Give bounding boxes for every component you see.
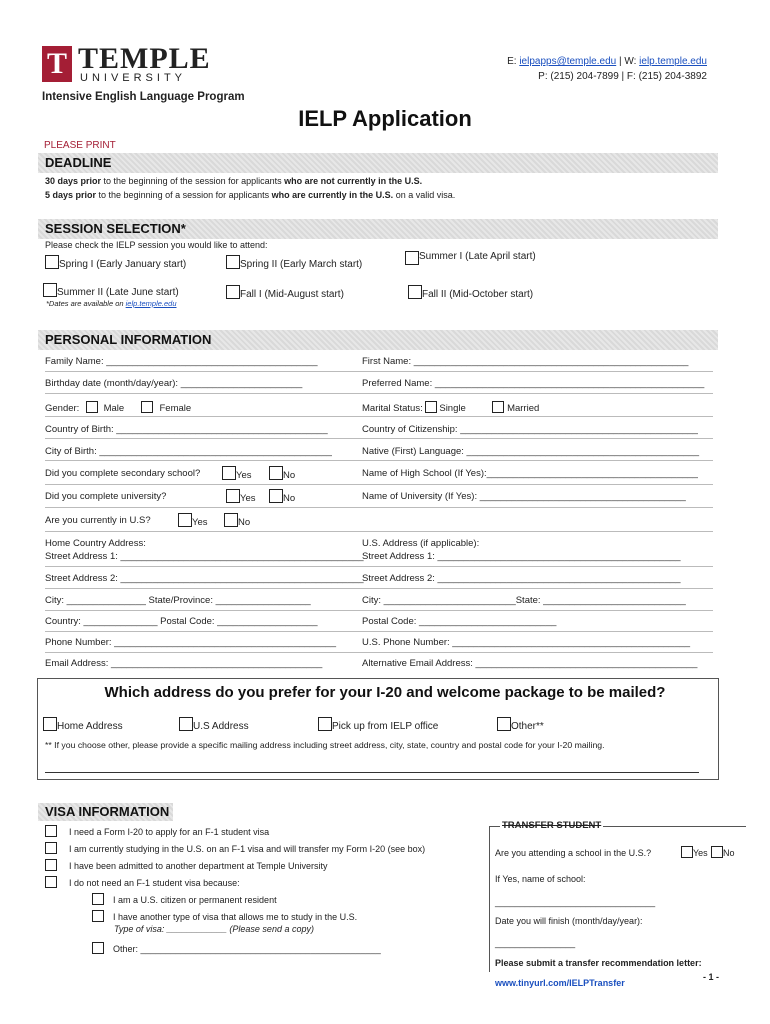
option-label: I am currently studying in the U.S. on an F-1 visa and will transfer my Form I-20 (see box) (69, 844, 426, 854)
checkbox[interactable] (269, 489, 283, 503)
transfer-heading: TRANSFER STUDENT (502, 820, 602, 831)
option-label: Summer II (Late June start) (57, 287, 179, 298)
visa-option-3[interactable] (45, 859, 327, 872)
deadline-bar (38, 153, 718, 173)
secondary-yes[interactable] (222, 466, 252, 481)
gender-male-checkbox[interactable] (86, 401, 98, 413)
gender-label: Gender: (45, 403, 80, 414)
option-label: Fall I (Mid-August start) (240, 289, 344, 300)
session-note (46, 299, 177, 308)
transfer-finish-label: Date you will finish (month/day/year): (495, 916, 643, 926)
please-print: PLEASE PRINT (44, 140, 116, 151)
mail-option-us[interactable] (179, 717, 249, 732)
secondary-no[interactable] (269, 466, 295, 481)
divider (45, 652, 713, 653)
visa-sub-1[interactable] (92, 893, 277, 906)
page-number: - 1 - (703, 972, 720, 982)
country-birth-field[interactable]: Country of Birth: ________________________________________ (45, 424, 328, 435)
no-label: No (283, 470, 296, 481)
personal-heading: PERSONAL INFORMATION (45, 332, 212, 347)
visa-option-4[interactable] (45, 876, 240, 889)
option-label: I have another type of visa that allows me to study in the U.S. (113, 912, 358, 922)
visa-type-field[interactable]: Type of visa: ____________ (Please send a copy) (114, 924, 314, 934)
checkbox[interactable] (497, 717, 511, 731)
street2-field[interactable]: Street Address 2: ______________________________________________ (45, 573, 364, 584)
divider (45, 610, 713, 611)
option-label: U.S Address (193, 721, 249, 732)
university-no[interactable] (269, 489, 295, 504)
marital-single-checkbox[interactable] (425, 401, 437, 413)
option-label: I am a U.S. citizen or permanent resident (113, 895, 277, 905)
mailing-note: ** If you choose other, please provide a specific mailing address including street address, city, state, country and postal code for your I-20 mailing. (45, 740, 605, 750)
visa-sub-3[interactable] (92, 942, 381, 955)
page-title: IELP Application (298, 106, 472, 131)
deadline-line2-c: who are currently in the U.S. (271, 190, 394, 200)
contact-email-link[interactable]: ielpapps@temple.edu (519, 56, 617, 67)
street1-field[interactable]: Street Address 1: ______________________________________________ (45, 551, 364, 562)
option-label: Home Address (57, 721, 123, 732)
checkbox[interactable] (92, 893, 104, 905)
no-label: No (723, 848, 735, 858)
no-label: No (238, 517, 251, 528)
marital-label: Marital Status: (362, 403, 423, 414)
in-us-question: Are you currently in U.S? (45, 515, 151, 526)
checkbox[interactable] (226, 255, 240, 269)
checkbox[interactable] (178, 513, 192, 527)
divider (45, 371, 713, 372)
option-label: I have been admitted to another department at Temple University (69, 861, 328, 871)
option-label: Summer I (Late April start) (419, 251, 536, 262)
mailing-question: Which address do you prefer for your I-20 and welcome package to be mailed? (104, 684, 666, 701)
option-label: I do not need an F-1 student visa because: (69, 878, 240, 888)
mail-option-home[interactable] (43, 717, 123, 732)
checkbox[interactable] (179, 717, 193, 731)
secondary-school-question: Did you complete secondary school? (45, 468, 201, 479)
checkbox[interactable] (45, 876, 57, 888)
session-heading: SESSION SELECTION* (45, 221, 186, 236)
divider (45, 507, 713, 508)
checkbox[interactable] (43, 283, 57, 297)
divider (45, 631, 713, 632)
checkbox[interactable] (226, 285, 240, 299)
temple-logo (42, 42, 242, 86)
divider (45, 460, 713, 461)
session-option-spring1[interactable] (45, 255, 186, 270)
home-address-label: Home Country Address: (45, 538, 146, 549)
transfer-school-label: If Yes, name of school: (495, 874, 586, 884)
option-label: Spring I (Early January start) (59, 259, 187, 270)
contact-web-prefix: | W: (616, 56, 640, 67)
mail-option-other[interactable] (497, 717, 544, 732)
session-option-fall1[interactable] (226, 285, 344, 300)
option-label: Pick up from IELP office (332, 721, 439, 732)
checkbox[interactable] (269, 466, 283, 480)
checkbox[interactable] (681, 846, 693, 858)
yes-label: Yes (693, 848, 708, 858)
divider (45, 588, 713, 589)
contact-phone: P: (215) 204-7899 | F: (215) 204-3892 (538, 71, 707, 82)
university-question: Did you complete university? (45, 491, 167, 502)
university-name-field[interactable]: Name of University (If Yes): _______________________________________ (362, 491, 686, 502)
in-us-yes[interactable] (178, 513, 208, 528)
marital-single-label: Single (439, 403, 466, 414)
divider (45, 393, 713, 394)
us-address-label: U.S. Address (if applicable): (362, 538, 480, 549)
mail-option-pickup[interactable] (318, 717, 438, 732)
logo-sub: UNIVERSITY (80, 72, 187, 84)
checkbox[interactable] (226, 489, 240, 503)
deadline-line1-b: to the beginning of the session for applicants (101, 176, 285, 186)
us-phone-field[interactable]: U.S. Phone Number: _____________________________________________ (362, 637, 691, 648)
transfer-school-field[interactable]: ________________________________ (495, 897, 656, 907)
visa-option-2[interactable] (45, 842, 425, 855)
divider (45, 438, 713, 439)
us-street1-field[interactable]: Street Address 1: ______________________________________________ (362, 551, 681, 562)
checkbox[interactable] (318, 717, 332, 731)
checkbox[interactable] (405, 251, 419, 265)
university-yes[interactable] (226, 489, 256, 504)
alt-email-field[interactable]: Alternative Email Address: __________________________________________ (362, 658, 698, 669)
phone-field[interactable]: Phone Number: __________________________________________ (45, 637, 337, 648)
yes-label: Yes (192, 517, 208, 528)
divider (45, 484, 713, 485)
marital-married-label: Married (507, 403, 540, 414)
contact-email-prefix: E: (507, 56, 520, 67)
high-school-field[interactable]: Name of High School (If Yes):________________________________________ (362, 468, 698, 479)
session-option-summer1[interactable] (405, 251, 536, 265)
checkbox[interactable] (43, 717, 57, 731)
logo-t-mark: T (42, 46, 72, 82)
option-label: I need a Form I-20 to apply for an F-1 student visa (69, 827, 270, 837)
native-language-field[interactable]: Native (First) Language: ____________________________________________ (362, 446, 700, 457)
gender-row (45, 401, 191, 414)
contact-info (507, 54, 707, 84)
checkbox[interactable] (408, 285, 422, 299)
transfer-finish-field[interactable]: ________________ (495, 938, 576, 948)
family-name-field[interactable]: Family Name: ________________________________________ (45, 356, 318, 367)
gender-female-label: Female (159, 403, 192, 414)
session-note-prefix: *Dates are available on (46, 299, 126, 308)
divider (45, 566, 713, 567)
country-postal-field[interactable]: Country: ______________ Postal Code: ___________________ (45, 616, 318, 627)
us-postal-field[interactable]: Postal Code: __________________________ (362, 616, 557, 627)
us-street2-field[interactable]: Street Address 2: ______________________________________________ (362, 573, 681, 584)
city-birth-field[interactable]: City of Birth: ____________________________________________ (45, 446, 332, 457)
birthday-field[interactable]: Birthday date (month/day/year): _______________________ (45, 378, 303, 389)
deadline-line2-b: to the beginning of a session for applicants (96, 190, 272, 200)
checkbox[interactable] (45, 255, 59, 269)
first-name-field[interactable]: First Name: ____________________________________________________ (362, 356, 689, 367)
checkbox[interactable] (711, 846, 723, 858)
session-option-summer2[interactable] (43, 283, 179, 298)
deadline-heading: DEADLINE (45, 155, 112, 170)
deadline-line2-d: on a valid visa. (393, 190, 456, 200)
transfer-link[interactable]: www.tinyurl.com/IELPTransfer (495, 978, 625, 988)
session-option-fall2[interactable] (408, 285, 533, 300)
contact-web-link[interactable]: ielp.temple.edu (639, 56, 707, 67)
transfer-letter: Please submit a transfer recommendation letter: (495, 958, 702, 968)
visa-option-1[interactable] (45, 825, 269, 838)
country-citizenship-field[interactable]: Country of Citizenship: _____________________________________________ (362, 424, 698, 435)
checkbox[interactable] (92, 942, 104, 954)
gender-female-checkbox[interactable] (141, 401, 153, 413)
deadline-line2-a: 5 days prior (45, 190, 97, 200)
transfer-yes[interactable] (681, 846, 708, 858)
preferred-name-field[interactable]: Preferred Name: ___________________________________________________ (362, 378, 705, 389)
session-option-spring2[interactable] (226, 255, 362, 270)
option-label: Other** (511, 721, 544, 732)
yes-label: Yes (240, 493, 256, 504)
checkbox[interactable] (45, 859, 57, 871)
deadline-line1-a: 30 days prior (45, 176, 102, 186)
visa-sub-2[interactable] (92, 910, 357, 923)
checkbox[interactable] (224, 513, 238, 527)
deadline-line1-c: who are not currently in the U.S. (284, 176, 423, 186)
checkbox[interactable] (92, 910, 104, 922)
session-instruction: Please check the IELP session you would like to attend: (45, 240, 268, 250)
visa-heading: VISA INFORMATION (45, 804, 170, 819)
no-label: No (283, 493, 296, 504)
deadline-line2 (45, 190, 455, 200)
transfer-question: Are you attending a school in the U.S.? (495, 848, 652, 858)
mailing-blank-line[interactable] (45, 772, 699, 773)
marital-row (362, 401, 539, 414)
in-us-no[interactable] (224, 513, 250, 528)
yes-label: Yes (236, 470, 252, 481)
program-name: Intensive English Language Program (42, 91, 245, 103)
option-label: Other: ________________________________________________ (113, 944, 381, 954)
us-city-state-field[interactable]: City: _________________________State: ___________________________ (362, 595, 686, 606)
option-label: Spring II (Early March start) (240, 259, 363, 270)
deadline-line1 (45, 176, 422, 186)
session-note-link[interactable]: ielp.temple.edu (125, 299, 177, 308)
option-label: Fall II (Mid-October start) (422, 289, 534, 300)
checkbox[interactable] (45, 842, 57, 854)
gender-male-label: Male (103, 403, 125, 414)
divider (45, 531, 713, 532)
transfer-no[interactable] (711, 846, 735, 858)
checkbox[interactable] (222, 466, 236, 480)
divider (45, 416, 713, 417)
email-field[interactable]: Email Address: ________________________________________ (45, 658, 323, 669)
logo-word: TEMPLE (78, 42, 211, 75)
checkbox[interactable] (45, 825, 57, 837)
marital-married-checkbox[interactable] (492, 401, 504, 413)
city-state-field[interactable]: City: _______________ State/Province: __________________ (45, 595, 311, 606)
